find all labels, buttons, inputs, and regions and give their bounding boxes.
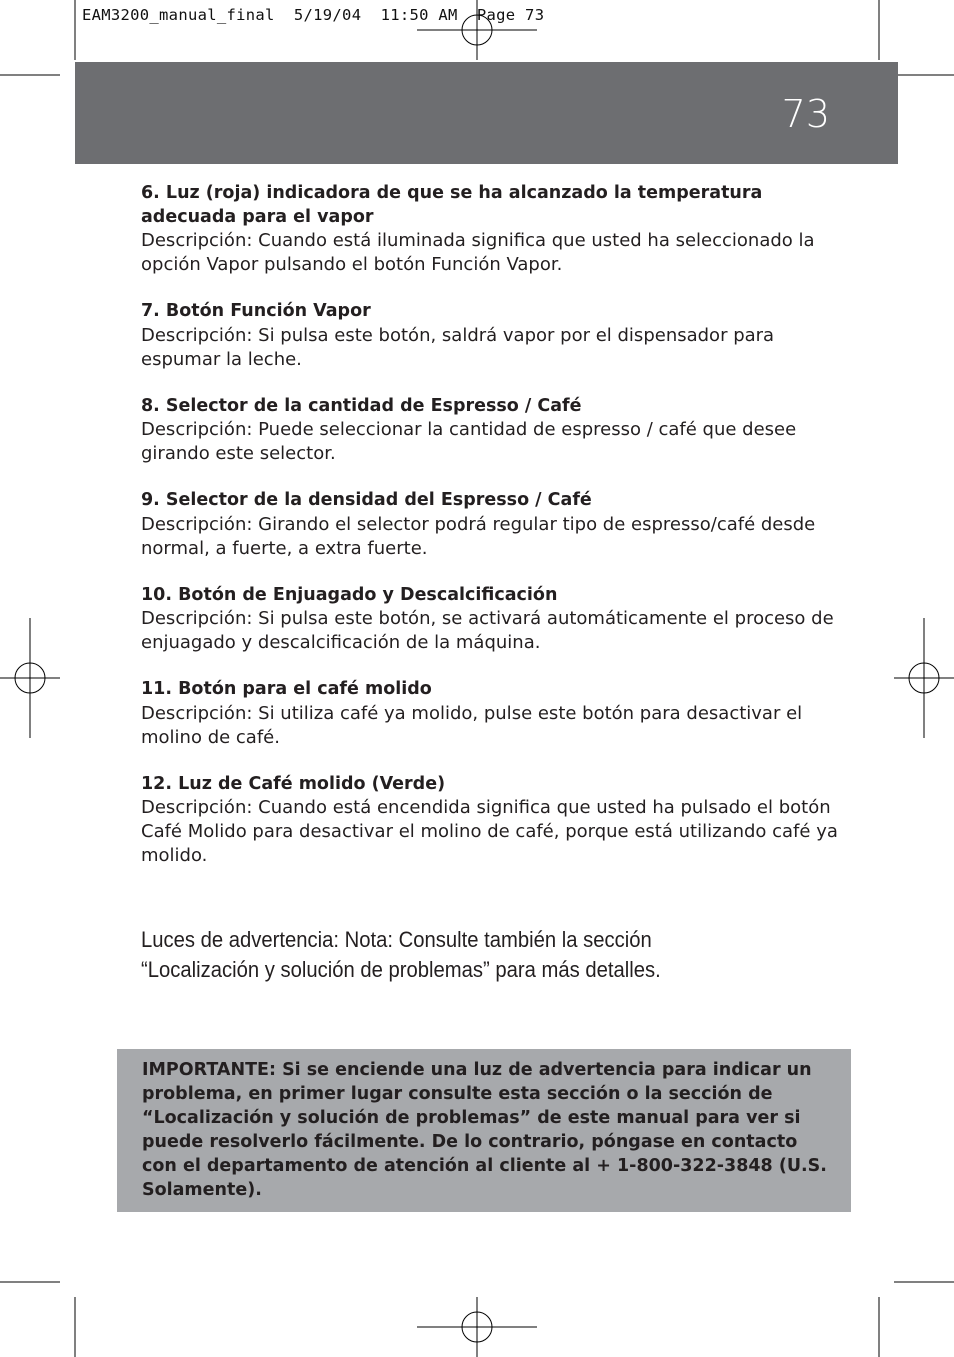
- list-item: [141, 182, 846, 277]
- header-band: [75, 62, 898, 164]
- item-description: Descripción: Cuando está encendida significa que usted ha pulsado el botón Café Molido para desactivar el molino de café, porque está utilizando café ya molido.: [141, 797, 838, 866]
- item-description: Descripción: Si pulsa este botón, saldrá vapor por el dispensador para espumar la leche.: [141, 324, 775, 370]
- important-notice-text: IMPORTANTE: Si se enciende una luz de advertencia para indicar un problema, en primer lugar consulte esta sección o la sección de “Localización y solución de problemas” de este manual para ver si puede resolverlo fácilmente. De lo contrario, póngase en contacto con el departamento de atención al cliente al + 1-800-322-3848 (U.S. Solamente).: [142, 1060, 827, 1200]
- registration-mark-bottom: [417, 1297, 537, 1357]
- list-item: [141, 395, 846, 467]
- page-number: 73: [781, 92, 830, 136]
- list-item: [141, 773, 846, 869]
- item-description: Descripción: Cuando está iluminada significa que usted ha seleccionado la opción Vapor pulsando el botón Función Vapor.: [141, 230, 815, 275]
- item-description: Descripción: Girando el selector podrá regular tipo de espresso/café desde normal, a fuerte, a extra fuerte.: [141, 513, 816, 559]
- registration-mark-right: [894, 618, 954, 738]
- list-item: [141, 584, 846, 656]
- item-title: 7. Botón Función Vapor: [141, 301, 371, 321]
- list-item: [141, 489, 846, 561]
- item-title: 6. Luz (roja) indicadora de que se ha alcanzado la temperatura adecuada para el vapor: [141, 183, 763, 227]
- item-title: 10. Botón de Enjuagado y Descalcificación: [141, 584, 558, 605]
- warning-lights-heading: Luces de advertencia: Nota: Consulte también la sección “Localización y solución de problemas” para más detalles.: [141, 927, 661, 982]
- print-slug: EAM3200_manual_final 5/19/04 11:50 AM Page 73: [82, 6, 545, 24]
- registration-mark-left: [0, 618, 60, 738]
- item-description: Descripción: Si pulsa este botón, se activará automáticamente el proceso de enjuagado y descalcificación de la máquina.: [141, 608, 834, 653]
- item-title: 12. Luz de Café molido (Verde): [141, 773, 446, 794]
- item-description: Descripción: Puede seleccionar la cantidad de espresso / café que desee girando este selector.: [141, 419, 797, 464]
- control-descriptions: [141, 182, 846, 891]
- item-title: 11. Botón para el café molido: [141, 679, 432, 699]
- list-item: [141, 678, 846, 750]
- item-description: Descripción: Si utiliza café ya molido, pulse este botón para desactivar el molino de café.: [141, 702, 803, 748]
- item-title: 8. Selector de la cantidad de Espresso / Café: [141, 395, 582, 416]
- list-item: [141, 300, 846, 372]
- important-notice-box: [117, 1049, 851, 1212]
- item-title: 9. Selector de la densidad del Espresso / Café: [141, 490, 592, 510]
